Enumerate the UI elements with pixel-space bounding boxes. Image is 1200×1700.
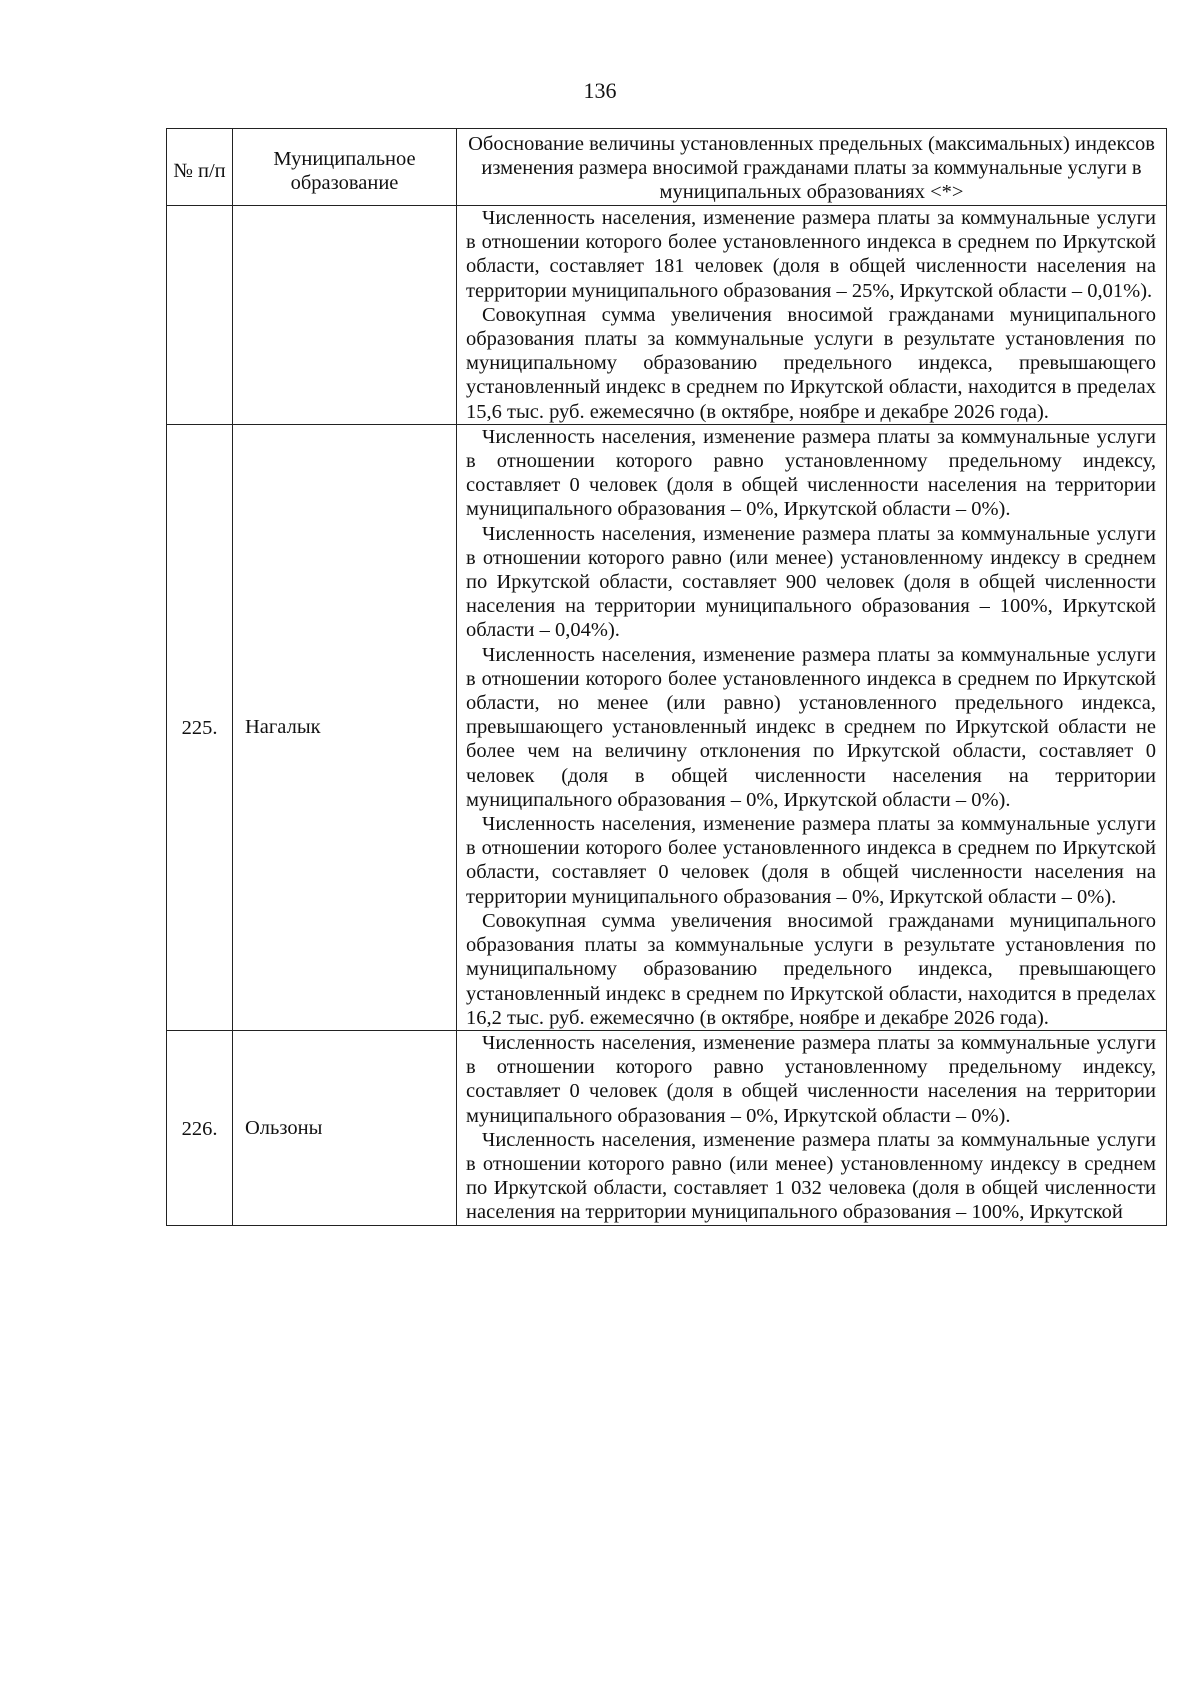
header-num: № п/п (167, 129, 233, 206)
row-municipality (233, 206, 457, 425)
paragraph: Совокупная сумма увеличения вносимой гражданами муниципального образования платы за коммунальные услуги в результате установления по муниципальному образованию предельного индекса, превышающего установленный индекс в среднем по Иркутской области, находится в пределах 15,6 тыс. руб. ежемесячно (в октябре, ноябре и декабре 2026 года). (466, 303, 1156, 423)
table-row (167, 424, 1167, 1030)
paragraph: Совокупная сумма увеличения вносимой гражданами муниципального образования платы за коммунальные услуги в результате установления по муниципальному образованию предельного индекса, превышающего установленный индекс в среднем по Иркутской области, находится в пределах 16,2 тыс. руб. ежемесячно (в октябре, ноябре и декабре 2026 года). (466, 909, 1156, 1029)
paragraph: Численность населения, изменение размера платы за коммунальные услуги в отношении которого более установленного индекса в среднем по Иркутской области, но менее (или равно) установленного предельного индекса, превышающего установленный индекс в среднем по Иркутской области не более чем на величину отклонения по Иркутской области, составляет 0 человек (доля в общей численности населения на территории муниципального образования – 0%, Иркутской области – 0%). (466, 643, 1156, 811)
justification-table (166, 128, 1167, 1226)
paragraph: Численность населения, изменение размера платы за коммунальные услуги в отношении которого более установленного индекса в среднем по Иркутской области, составляет 181 человек (доля в общей численности населения на территории муниципального образования – 25%, Иркутской области – 0,01%). (466, 207, 1156, 302)
row-justification (457, 206, 1167, 425)
table-row (167, 206, 1167, 425)
page-number: 136 (583, 78, 617, 103)
row-justification (457, 424, 1167, 1030)
table-header-row (167, 129, 1167, 206)
row-municipality: Ользоны (233, 1030, 457, 1225)
row-num: 225. (167, 424, 233, 1030)
paragraph: Численность населения, изменение размера платы за коммунальные услуги в отношении которого равно (или менее) установленному индексу в среднем по Иркутской области, составляет 1 032 человека (доля в общей численности населения на территории муниципального образования – 100%, Иркутской (466, 1128, 1156, 1224)
row-num (167, 206, 233, 425)
table-row (167, 1030, 1167, 1225)
row-num: 226. (167, 1030, 233, 1225)
paragraph: Численность населения, изменение размера платы за коммунальные услуги в отношении которого более установленного индекса в среднем по Иркутской области, составляет 0 человек (доля в общей численности населения на территории муниципального образования – 0%, Иркутской области – 0%). (466, 813, 1156, 908)
row-justification (457, 1030, 1167, 1225)
paragraph: Численность населения, изменение размера платы за коммунальные услуги в отношении которого равно (или менее) установленному индексу в среднем по Иркутской области, составляет 900 человек (доля в общей численности населения на территории муниципального образования – 100%, Иркутской области – 0,04%). (466, 522, 1156, 642)
header-justification: Обоснование величины установленных предельных (максимальных) индексов изменения размера вносимой гражданами платы за коммунальные услуги в муниципальных образованиях <*> (457, 129, 1167, 206)
row-municipality: Нагалык (233, 424, 457, 1030)
paragraph: Численность населения, изменение размера платы за коммунальные услуги в отношении которого равно установленному предельному индексу, составляет 0 человек (доля в общей численности населения на территории муниципального образования – 0%, Иркутской области – 0%). (466, 425, 1156, 521)
paragraph: Численность населения, изменение размера платы за коммунальные услуги в отношении которого равно установленному предельному индексу, составляет 0 человек (доля в общей численности населения на территории муниципального образования – 0%, Иркутской области – 0%). (466, 1031, 1156, 1127)
header-municipality: Муниципальное образование (233, 129, 457, 206)
